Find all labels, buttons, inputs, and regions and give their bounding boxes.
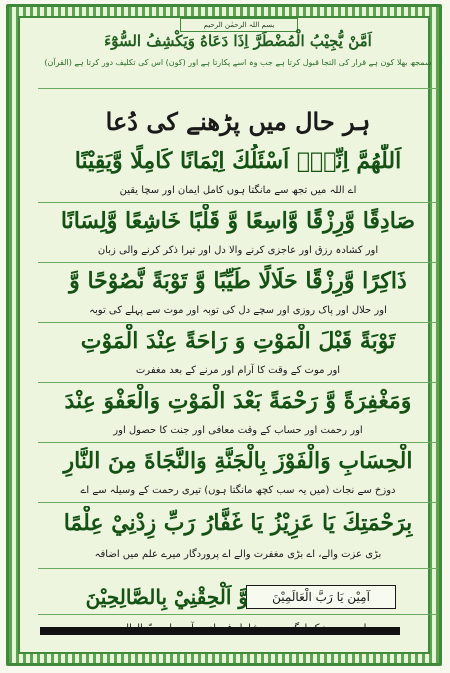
urdu-line-6: دوزخ سے نجات (میں یہ سب کچھ مانگتا ہوں) تیری رحمت کے وسیلہ سے اے [80, 485, 396, 496]
divider [38, 322, 438, 323]
urdu-line-5: اور رحمت اور حساب کے وقت معافی اور جنت کا حصول اور [113, 425, 363, 436]
arabic-line-2: صَادِقًا وَّرِزْقًا وَّاسِعًا وَّ قَلْبًا خَاشِعًا وَّلِسَانًا [60, 208, 416, 234]
urdu-line-4: اور موت کے وقت کا آرام اور مرنے کے بعد مغفرت [135, 365, 341, 376]
arabic-line-6: الْحِسَابِ وَالْفَوْزَ بِالْجَنَّةِ وَالنَّجَاةَ مِنَ النَّارِ [63, 448, 413, 474]
divider [38, 382, 438, 383]
divider [38, 502, 438, 503]
amin-box: آمِيْن يَا رَبَّ الْعَالَمِيْنَ [246, 585, 396, 609]
divider [38, 88, 438, 89]
arabic-line-1: اَللّٰهُمَّ اِنِّيْۤ اَسْئَلُكَ اِيْمَانًا كَامِلًا وَّيَقِيْنًا [74, 148, 402, 174]
urdu-line-7: بڑی عزت والے، اے بڑی مغفرت والے اے پروردگار میرے علم میں اضافہ [94, 549, 382, 560]
divider [38, 568, 438, 569]
divider [38, 202, 438, 203]
arabic-line-4: تَوْبَةً قَبْلَ الْمَوْتِ وَ رَاحَةً عِنْدَ الْمَوْتِ [80, 328, 396, 354]
arabic-line-7: بِرَحْمَتِكَ يَا عَزِيْزُ يَا غَفَّارُ رَبِّ زِدْنِيْ عِلْمًا [63, 510, 413, 536]
quran-verse: اَمَّنْ يُّجِيْبُ الْمُضْطَرَّ اِذَا دَعَاهُ وَيَكْشِفُ السُّوْٓءَ [104, 32, 372, 50]
urdu-line-1: اے اللہ میں تجھ سے مانگتا ہوں کامل ایمان اور سچا یقین [119, 185, 357, 196]
card-body [18, 16, 430, 654]
divider [38, 614, 438, 615]
arabic-line-5: وَمَغْفِرَةً وَّ رَحْمَةً بَعْدَ الْمَوْتِ وَالْعَفْوَ عِنْدَ [64, 388, 412, 414]
verse-translation: سمجھ بھلا کون ہے قرار کی التجا قبول کرتا ہے جب وہ اسے پکارتا ہے اور (کون) اس کی تکلیف دور کرتا ہے (القرآن) [44, 58, 432, 67]
arabic-line-3: ذَاكِرًا وَّرِزْقًا حَلَالًا طَيِّبًا وَّ تَوْبَةً نَّصُوْحًا وَّ [69, 268, 407, 294]
dua-title: ہر حال میں پڑھنے کی دُعا [105, 107, 371, 136]
urdu-line-2: اور کشادہ رزق اور عاجزی کرنے والا دل اور تیرا ذکر کرنے والی زبان [97, 245, 379, 256]
footer-bar [40, 627, 400, 635]
urdu-line-3: اور حلال اور پاک روزی اور سچے دل کی توبہ اور موت سے پہلے کی توبہ [89, 305, 387, 316]
divider [38, 262, 438, 263]
bismillah-label: بسم اللہ الرحمٰن الرحیم [180, 18, 298, 32]
divider [38, 442, 438, 443]
arabic-closing-line: وَّ اَلْحِقْنِيْ بِالصَّالِحِيْنَ [85, 585, 248, 609]
decorative-border [6, 4, 442, 666]
